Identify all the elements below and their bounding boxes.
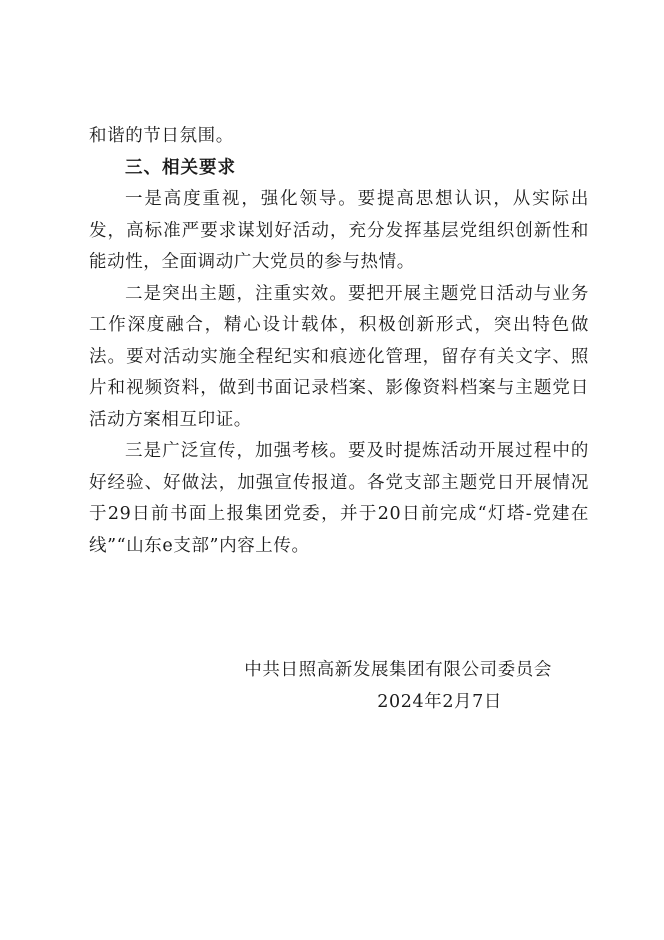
- document-body: [89, 121, 589, 562]
- section-heading: 三、相关要求: [125, 157, 236, 178]
- requirement-paragraph-1: 一是高度重视，强化领导。要提高思想认识，从实际出发，高标准严要求谋划好活动，充分发挥基层党组织创新性和能动性，全面调动广大党员的参与热情。: [89, 189, 589, 272]
- requirement-paragraph-3: 三是广泛宣传，加强考核。要及时提炼活动开展过程中的好经验、好做法，加强宣传报道。各党支部主题党日开展情况于29日前书面上报集团党委，并于20日前完成“灯塔-党建在线”“山东e支部”内容上传。: [89, 441, 589, 556]
- continuation-paragraph: 和谐的节日氛围。: [89, 126, 234, 146]
- signature-date: 2024年2月7日: [377, 691, 502, 712]
- signature-organization: 中共日照高新发展集团有限公司委员会: [244, 660, 552, 680]
- signature-block: [244, 655, 552, 718]
- requirement-paragraph-2: 二是突出主题，注重实效。要把开展主题党日活动与业务工作深度融合，精心设计载体，积极创新形式，突出特色做法。要对活动实施全程纪实和痕迹化管理，留存有关文字、照片和视频资料，做到书面记录档案、影像资料档案与主题党日活动方案相互印证。: [89, 283, 589, 430]
